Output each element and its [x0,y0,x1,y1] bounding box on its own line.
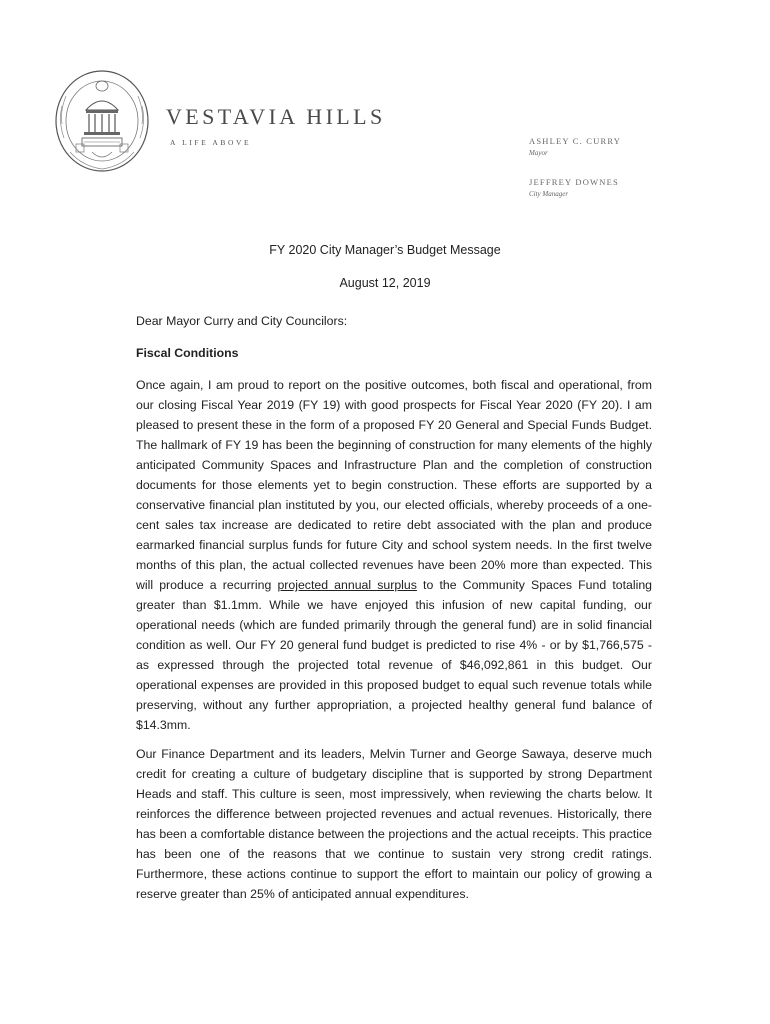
official-role: City Manager [529,190,569,198]
official-name: ASHLEY C. CURRY [529,136,622,146]
document-date: August 12, 2019 [339,276,431,290]
letter-body [136,311,652,904]
city-seal-icon [52,66,152,176]
official-mayor [529,136,621,157]
official-name: JEFFREY DOWNES [529,177,619,187]
paragraph-text: to the Community Spaces Fund totaling greater than $1.1mm. While we have enjoyed this infusion of new capital funding, our operational needs (which are funded primarily through the general fund) are in solid financial condition as well. Our FY 20 general fund budget is predicted to rise 4% - or by $1,766,575 - as expressed through the projected total revenue of $46,092,861 in this budget. Our operational expenses are provided in this proposed budget to equal such revenue totals while preserving, without any further appropriation, a projected healthy general fund balance of $14.3mm. [136,578,652,732]
official-city-manager [529,177,619,198]
document-title: FY 2020 City Manager’s Budget Message [269,243,501,257]
section-heading: Fiscal Conditions [136,346,239,360]
city-tagline: A LIFE ABOVE [170,138,252,147]
projected-annual-surplus-link[interactable]: projected annual surplus [277,578,417,592]
city-name: VESTAVIA HILLS [166,104,386,129]
paragraph-finance-department: Our Finance Department and its leaders, Melvin Turner and George Sawaya, deserve much credit for creating a culture of budgetary discipline that is supported by strong Department Heads and staff. This culture is seen, most impressively, when reviewing the charts below. It reinforces the difference between projected revenues and actual revenues. Historically, there has been a comfortable distance between the projections and the actual receipts. This practice has been one of the reasons that we continue to sustain very strong credit ratings. Furthermore, these actions continue to support the effort to maintain our policy of growing a reserve greater than 25% of anticipated annual expenditures. [136,747,652,901]
salutation: Dear Mayor Curry and City Councilors: [136,314,348,328]
paragraph-text: Once again, I am proud to report on the positive outcomes, both fiscal and operational, from our closing Fiscal Year 2019 (FY 19) with good prospects for Fiscal Year 2020 (FY 20). I am pleased to present these in the form of a proposed FY 20 General and Special Funds Budget. The hallmark of FY 19 has been the beginning of construction for many elements of the highly anticipated Community Spaces and Infrastructure Plan and the completion of construction documents for those elements yet to begin construction. These efforts are supported by a conservative financial plan instituted by you, our elected officials, whereby proceeds of a one-cent sales tax increase are dedicated to retire debt associated with the plan and produce earmarked financial surplus funds for future City and school system needs. In the first twelve months of this plan, the actual collected revenues have been 20% more than expected. This will produce a recurring [136,378,652,592]
paragraph-fiscal-outcomes [136,375,652,735]
official-role: Mayor [529,149,548,157]
